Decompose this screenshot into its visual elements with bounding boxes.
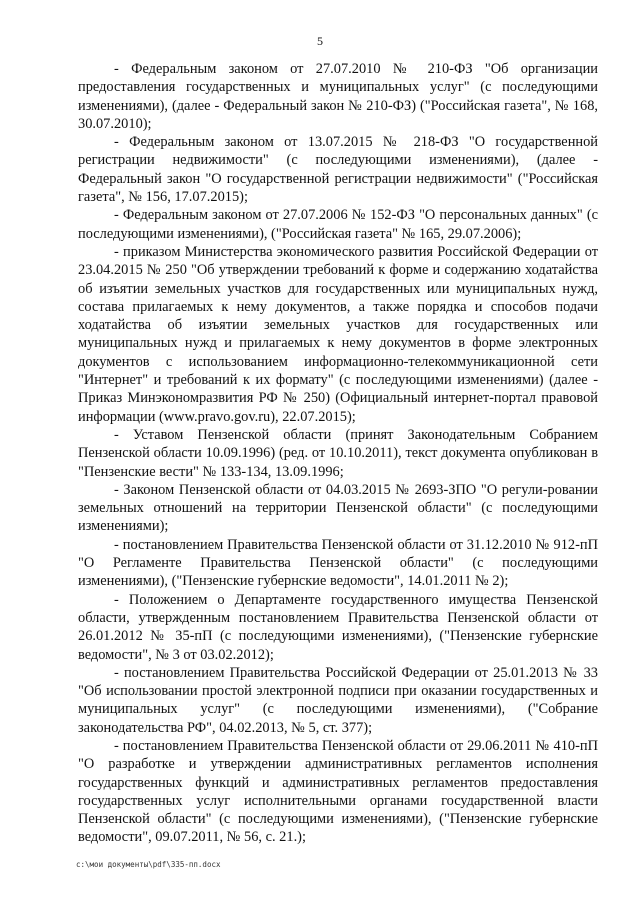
paragraph-order-250: - приказом Министерства экономического развития Российской Федерации от 23.04.2015 № 250 "Об утверждении требований к форме и содержанию ходатайства об изъятии земельных участков для государственных или муниципальных нужд, состава прилагаемых к нему документов, а также порядка и способов подачи ходатайства об изъятии земельных участков для государственных или муниципальных нужд и прилагаемых к нему документов в форме электронных документов с использованием информационно-телекоммуникационной сети "Интернет" и требований к их формату" (с последующими изменениями) (далее - Приказ Минэкономразвития РФ № 250) (Официальный интернет-портал правовой информации (www.pravo.gov.ru), 22.07.2015); bbox=[78, 243, 598, 425]
paragraph-charter: - Уставом Пензенской области (принят Законодательным Собранием Пензенской области 10.09.1996) (ред. от 10.10.2011), текст документа опубликован в "Пензенские вести" № 133-134, 13.09.1996; bbox=[78, 426, 598, 480]
paragraph-decree-33: - постановлением Правительства Российской Федерации от 25.01.2013 № 33 "Об использовании простой электронной подписи при оказании государственных и муниципальных услуг" (с последующими изменениями), ("Собрание законодательства РФ", 04.02.2013, № 5, ст. 377); bbox=[78, 664, 598, 736]
footer-file-path: c:\мои документы\pdf\335-пп.docx bbox=[76, 860, 221, 869]
paragraph-fz-152: - Федеральным законом от 27.07.2006 № 152-ФЗ "О персональных данных" (с последующими изменениями), ("Российская газета" № 165, 29.07.2006); bbox=[78, 207, 598, 242]
page-number: 5 bbox=[317, 34, 323, 48]
paragraph-law-2693: - Законом Пензенской области от 04.03.2015 № 2693-ЗПО "О регули-ровании земельных отношений на территории Пензенской области" (с последующими изменениями); bbox=[78, 481, 598, 535]
paragraph-regulation-35: - Положением о Департаменте государственного имущества Пензенской области, утвержденным постановлением Правительства Пензенской области от 26.01.2012 № 35-пП (с последующими изменениями), ("Пензенские губернские ведомости", № 3 от 03.02.2012); bbox=[78, 591, 598, 663]
document-body bbox=[78, 60, 598, 847]
paragraph-decree-912: - постановлением Правительства Пензенской области от 31.12.2010 № 912-пП "О Регламенте Правительства Пензенской области" (с последующими изменениями), ("Пензенские губернские ведомости", 14.01.2011 № 2); bbox=[78, 536, 598, 590]
paragraph-fz-210: - Федеральным законом от 27.07.2010 № 210-ФЗ "Об организации предоставления государственных и муниципальных услуг" (с последующими изменениями), (далее - Федеральный закон № 210-ФЗ) ("Российская газета", № 168, 30.07.2010); bbox=[78, 61, 598, 132]
paragraph-decree-410: - постановлением Правительства Пензенской области от 29.06.2011 № 410-пП "О разработке и утверждении административных регламентов исполнения государственных функций и административных регламентов предоставления государственных услуг исполнительными органами государственной власти Пензенской области" (с последующими изменениями), ("Пензенские губернские ведомости", 09.07.2011, № 56, с. 21.); bbox=[78, 737, 598, 846]
paragraph-fz-218: - Федеральным законом от 13.07.2015 № 218-ФЗ "О государственной регистрации недвижимости" (с последующими изменениями), (далее - Федеральный закон "О государственной регистрации недвижимости" ("Российская газета", № 156, 17.07.2015); bbox=[78, 134, 598, 206]
